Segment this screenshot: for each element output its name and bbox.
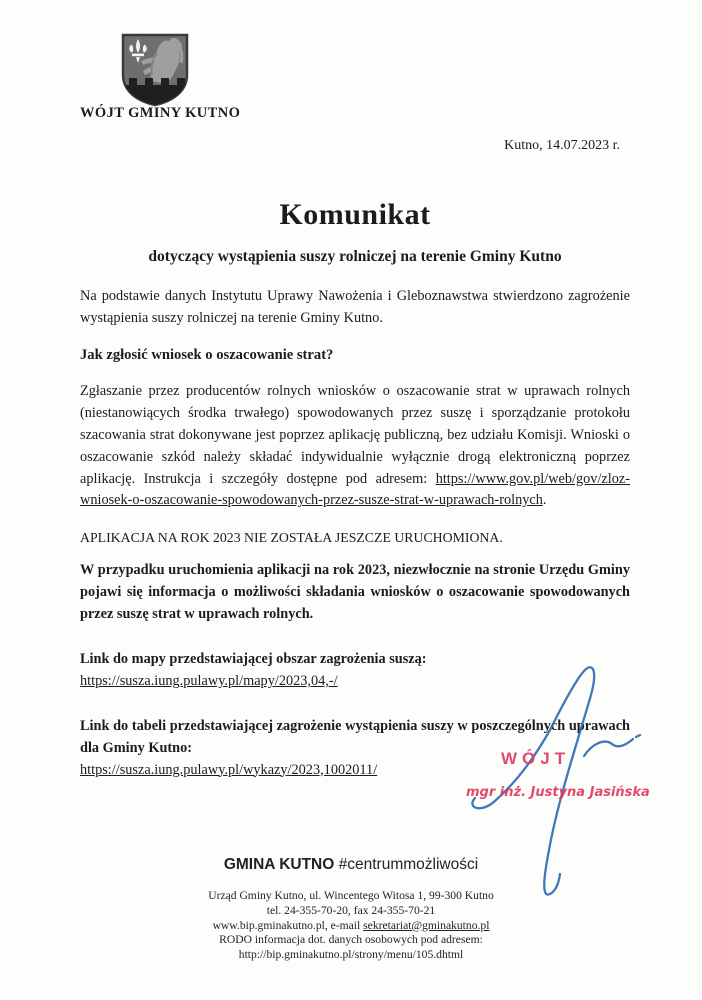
footer-email-link[interactable]: sekretariat@gminakutno.pl <box>363 918 490 932</box>
procedure-paragraph <box>80 381 630 512</box>
coat-of-arms <box>120 33 190 112</box>
footer-website: www.bip.gminakutno.pl, e-mail <box>212 918 364 932</box>
gov-link-period: . <box>542 492 547 509</box>
stamp-office-title: WÓJT <box>501 749 571 768</box>
map-link-label: Link do mapy przedstawiającej obszar zagrożenia suszą: <box>80 651 427 668</box>
table-link-label: Link do tabeli przedstawiającej zagrożenie wystąpienia suszy w poszczególnych uprawach dla Gminy Kutno: <box>80 717 630 756</box>
footer-brand <box>0 856 702 874</box>
footer-brand-tagline: #centrummożliwości <box>334 856 479 873</box>
footer-address-line: Urząd Gminy Kutno, ul. Wincentego Witosa 1, 99-300 Kutno <box>208 889 494 902</box>
kutno-commune-crest-icon <box>120 33 190 107</box>
document-title: Komunikat <box>279 198 431 231</box>
question-heading: Jak zgłosić wniosek o oszacowanie strat? <box>80 346 334 363</box>
launch-info-paragraph: W przypadku uruchomienia aplikacji na rok 2023, niezwłocznie na stronie Urzędu Gminy pojawi się informacja o możliwości składania wniosków o oszacowanie spowodowanych przez suszę strat w uprawach rolnych. <box>80 561 630 622</box>
app-status-notice: APLIKACJA NA ROK 2023 NIE ZOSTAŁA JESZCZE URUCHOMIONA. <box>80 530 503 546</box>
footer-rodo-line: RODO informacja dot. danych osobowych pod adresem: <box>219 933 483 947</box>
stamp-signatory-name: mgr inż. Justyna Jasińska <box>466 785 650 800</box>
dateline: Kutno, 14.07.2023 r. <box>504 138 620 153</box>
footer-rodo-url: http://bip.gminakutno.pl/strony/menu/105.dhtml <box>238 948 464 962</box>
sender-title: WÓJT GMINY KUTNO <box>80 105 241 121</box>
document-subtitle: dotyczący wystąpienia suszy rolniczej na terenie Gminy Kutno <box>148 248 562 265</box>
drought-map-link[interactable]: https://susza.iung.pulawy.pl/mapy/2023,04,-/ <box>80 673 338 690</box>
procedure-text: Zgłaszanie przez producentów rolnych wniosków o oszacowanie strat w uprawach rolnych (niestanowiących środka trwałego) spowodowanych przez suszę i sporządzanie protokołu szacowania strat dokonywane jest poprzez aplikację publiczną, bez udziału Komisji. Wnioski o oszacowanie szkód należy składać indywidualnie wyłącznie drogą elektroniczną poprzez aplikację. Instrukcja i szczegóły dostępne pod adresem: <box>80 383 630 487</box>
gov-application-link[interactable]: https://www.gov.pl/web/gov/zloz-wniosek-o-oszacowanie-spowodowanych-przez-susze-strat-w-uprawach-rolnych <box>80 470 630 509</box>
footer-phone-line: tel. 24-355-70-20, fax 24-355-70-21 <box>266 903 436 917</box>
intro-paragraph: Na podstawie danych Instytutu Uprawy Nawożenia i Gleboznawstwa stwierdzono zagrożenie wystąpienia suszy rolniczej na terenie Gminy Kutno. <box>80 288 630 326</box>
letter-body <box>80 198 630 804</box>
footer-address-block <box>0 889 702 963</box>
letterhead-footer <box>0 856 702 963</box>
drought-table-link[interactable]: https://susza.iung.pulawy.pl/wykazy/2023,1002011/ <box>80 761 378 778</box>
footer-brand-name: GMINA KUTNO <box>223 856 335 873</box>
footer-web-email-line <box>0 919 702 934</box>
